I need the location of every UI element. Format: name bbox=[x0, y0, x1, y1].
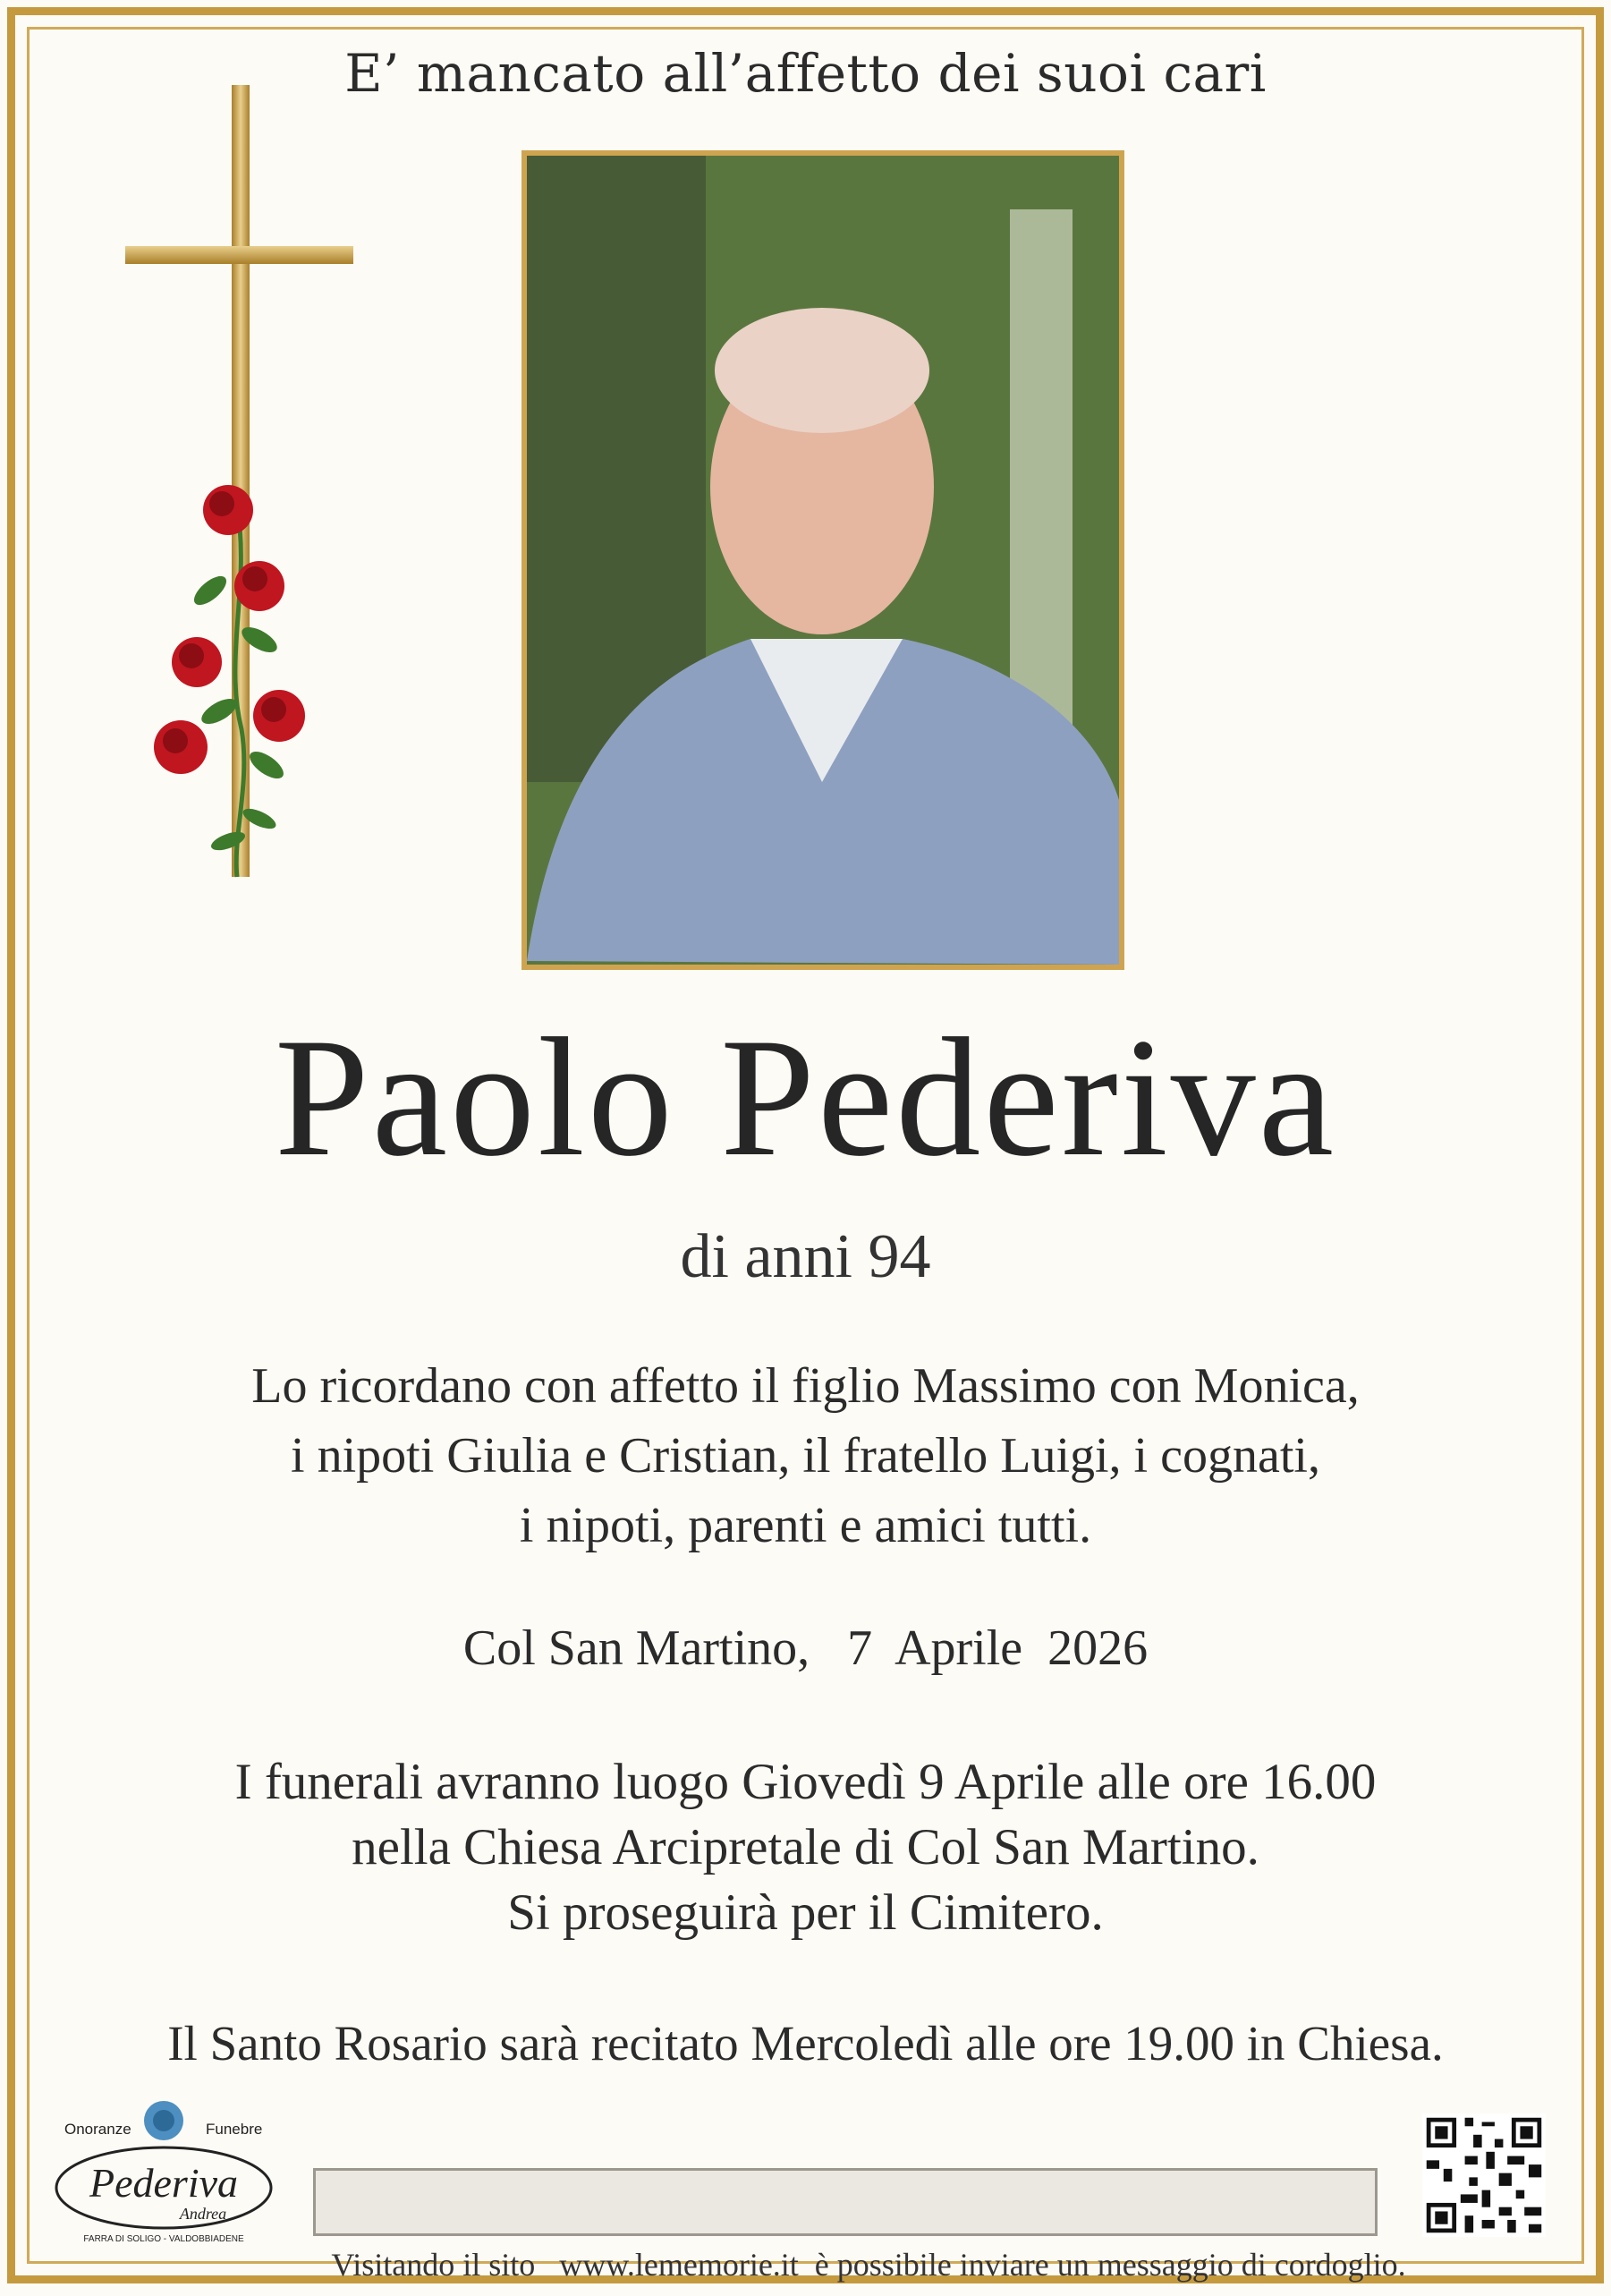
remembrance-line: i nipoti Giulia e Cristian, il fratello Luigi, i cognati, bbox=[291, 1428, 1320, 1484]
qr-code-icon[interactable] bbox=[1422, 2113, 1546, 2237]
rose-logo-icon bbox=[144, 2101, 183, 2140]
remembrance-line: i nipoti, parenti e amici tutti. bbox=[519, 1498, 1092, 1553]
funeral-line: nella Chiesa Arcipretale di Col San Martino. bbox=[352, 1819, 1259, 1875]
logo-brand: Pederiva bbox=[89, 2160, 239, 2206]
intro-text: E’ mancato all’affetto dei suoi cari bbox=[344, 43, 1267, 104]
portrait-photo bbox=[521, 150, 1124, 970]
funeral-details bbox=[0, 1749, 1611, 1945]
remembrance-text bbox=[0, 1351, 1611, 1560]
funeral-line: I funerali avranno luogo Giovedì 9 Aprile alle ore 16.00 bbox=[234, 1754, 1377, 1810]
deceased-age: di anni 94 bbox=[680, 1222, 931, 1291]
website-message-text: Visitando il sito www.lememorie.it è possibile inviare un messaggio di cordoglio. bbox=[331, 2247, 1406, 2283]
rosary-notice: Il Santo Rosario sarà recitato Mercoledì alle ore 19.00 in Chiesa. bbox=[167, 2016, 1444, 2071]
logo-top-right: Funebre bbox=[206, 2121, 263, 2138]
cross-with-roses-icon bbox=[125, 85, 358, 881]
logo-location: FARRA DI SOLIGO - VALDOBBIADENE bbox=[83, 2234, 244, 2244]
deceased-name: Paolo Pederiva bbox=[274, 1004, 1336, 1192]
remembrance-line: Lo ricordano con affetto il figlio Massimo con Monica, bbox=[251, 1358, 1360, 1414]
funeral-home-logo bbox=[47, 2094, 281, 2246]
place-and-date: Col San Martino, 7 Aprile 2026 bbox=[462, 1620, 1149, 1676]
funeral-line: Si proseguirà per il Cimitero. bbox=[507, 1884, 1104, 1941]
website-message bbox=[313, 2168, 1406, 2283]
logo-sub: Andrea bbox=[179, 2205, 227, 2223]
logo-top-left: Onoranze bbox=[64, 2121, 131, 2138]
